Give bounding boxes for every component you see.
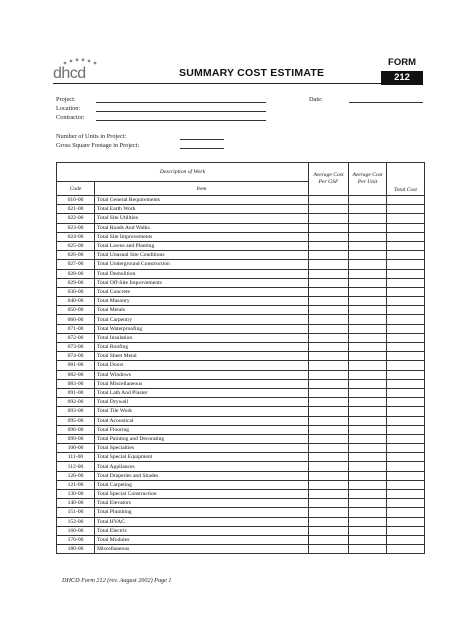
row-code: 082-00 <box>57 370 95 379</box>
table-row <box>57 517 425 526</box>
date-field[interactable] <box>349 102 423 103</box>
table-row <box>57 333 425 342</box>
avg-gsf-cell[interactable] <box>309 251 349 260</box>
gsf-field[interactable] <box>180 148 224 149</box>
row-item: Total Electric <box>95 526 309 535</box>
avg-unit-cell[interactable] <box>349 196 387 205</box>
table-row <box>57 315 425 324</box>
avg-unit-cell[interactable] <box>349 251 387 260</box>
row-item: Total Special Equipment <box>95 453 309 462</box>
location-field[interactable] <box>96 111 266 112</box>
row-code: 096-00 <box>57 425 95 434</box>
avg-gsf-cell[interactable] <box>309 315 349 324</box>
row-item: Total Site Utilities <box>95 214 309 223</box>
table-row <box>57 471 425 480</box>
row-code: 073-00 <box>57 343 95 352</box>
date-label: Date: <box>309 96 323 103</box>
row-code: 081-00 <box>57 361 95 370</box>
cost-table <box>56 162 425 554</box>
total-cost-cell[interactable] <box>387 260 425 269</box>
avg-gsf-cell[interactable] <box>309 490 349 499</box>
code-header: Code <box>57 182 95 196</box>
avg-gsf-header: Average Cost Per GSF <box>309 163 349 196</box>
project-label: Project: <box>56 96 76 103</box>
total-cost-cell[interactable] <box>387 379 425 388</box>
total-cost-cell[interactable] <box>387 333 425 342</box>
avg-unit-cell[interactable] <box>349 388 387 397</box>
total-cost-cell[interactable] <box>387 241 425 250</box>
row-code: 093-00 <box>57 407 95 416</box>
total-cost-cell[interactable] <box>387 453 425 462</box>
avg-unit-cell[interactable] <box>349 416 387 425</box>
avg-gsf-cell[interactable] <box>309 214 349 223</box>
total-cost-cell[interactable] <box>387 434 425 443</box>
avg-unit-cell[interactable] <box>349 517 387 526</box>
row-code: 111-00 <box>57 453 95 462</box>
avg-unit-cell[interactable] <box>349 278 387 287</box>
avg-gsf-cell[interactable] <box>309 333 349 342</box>
table-row <box>57 214 425 223</box>
table-row <box>57 223 425 232</box>
avg-unit-cell[interactable] <box>349 232 387 241</box>
table-row <box>57 499 425 508</box>
avg-gsf-cell[interactable] <box>309 306 349 315</box>
total-cost-cell[interactable] <box>387 545 425 554</box>
row-item: Total Elevators <box>95 499 309 508</box>
avg-gsf-cell[interactable] <box>309 241 349 250</box>
form-label: FORM <box>388 57 416 68</box>
avg-unit-cell[interactable] <box>349 333 387 342</box>
table-row <box>57 232 425 241</box>
row-code: 050-00 <box>57 306 95 315</box>
avg-unit-cell[interactable] <box>349 306 387 315</box>
row-code: 170-00 <box>57 535 95 544</box>
avg-unit-cell[interactable] <box>349 205 387 214</box>
table-row <box>57 508 425 517</box>
row-code: 071-00 <box>57 324 95 333</box>
total-cost-cell[interactable] <box>387 214 425 223</box>
row-code: 026-00 <box>57 251 95 260</box>
avg-unit-cell[interactable] <box>349 490 387 499</box>
avg-gsf-cell[interactable] <box>309 434 349 443</box>
table-row <box>57 453 425 462</box>
total-cost-cell[interactable] <box>387 269 425 278</box>
row-item: Total Lawns and Planting <box>95 241 309 250</box>
total-cost-cell[interactable] <box>387 407 425 416</box>
avg-unit-cell[interactable] <box>349 526 387 535</box>
table-row <box>57 269 425 278</box>
row-item: Total Metals <box>95 306 309 315</box>
row-code: 092-00 <box>57 398 95 407</box>
total-cost-cell[interactable] <box>387 352 425 361</box>
row-code: 099-00 <box>57 434 95 443</box>
description-header: Description of Work <box>57 163 309 182</box>
total-cost-cell[interactable] <box>387 480 425 489</box>
table-row <box>57 407 425 416</box>
total-cost-cell[interactable] <box>387 232 425 241</box>
total-cost-cell[interactable] <box>387 278 425 287</box>
logo-text: dhcd <box>53 65 86 82</box>
table-row <box>57 241 425 250</box>
project-field[interactable] <box>96 102 266 103</box>
avg-gsf-cell[interactable] <box>309 416 349 425</box>
total-cost-cell[interactable] <box>387 324 425 333</box>
total-cost-cell[interactable] <box>387 361 425 370</box>
row-item: Total Concrete <box>95 287 309 296</box>
form-number: 212 <box>381 71 423 85</box>
row-item: Total Insulation <box>95 333 309 342</box>
row-item: Total Painting and Decorating <box>95 434 309 443</box>
avg-unit-cell[interactable] <box>349 223 387 232</box>
avg-unit-cell[interactable] <box>349 214 387 223</box>
row-item: Total HVAC <box>95 517 309 526</box>
avg-gsf-cell[interactable] <box>309 297 349 306</box>
footer-note: DHCD Form 212 (rev. August 2002) Page 1 <box>62 577 172 584</box>
avg-unit-cell[interactable] <box>349 287 387 296</box>
row-code: 040-00 <box>57 297 95 306</box>
table-row <box>57 462 425 471</box>
table-row <box>57 251 425 260</box>
table-row <box>57 416 425 425</box>
avg-gsf-cell[interactable] <box>309 223 349 232</box>
avg-gsf-cell[interactable] <box>309 499 349 508</box>
row-code: 074-00 <box>57 352 95 361</box>
avg-gsf-cell[interactable] <box>309 324 349 333</box>
row-code: 010-00 <box>57 196 95 205</box>
row-item: Total Miscellaneous <box>95 379 309 388</box>
avg-gsf-cell[interactable] <box>309 260 349 269</box>
row-item: Total Specialties <box>95 444 309 453</box>
avg-unit-cell[interactable] <box>349 379 387 388</box>
table-row <box>57 545 425 554</box>
avg-gsf-cell[interactable] <box>309 462 349 471</box>
row-item: Total Doors <box>95 361 309 370</box>
table-row <box>57 287 425 296</box>
table-row <box>57 480 425 489</box>
avg-gsf-cell[interactable] <box>309 370 349 379</box>
avg-unit-cell[interactable] <box>349 297 387 306</box>
avg-gsf-cell[interactable] <box>309 278 349 287</box>
total-cost-cell[interactable] <box>387 490 425 499</box>
avg-unit-cell[interactable] <box>349 471 387 480</box>
total-cost-cell[interactable] <box>387 297 425 306</box>
row-code: 060-00 <box>57 315 95 324</box>
location-label: Location: <box>56 105 81 112</box>
row-item: Total Modules <box>95 535 309 544</box>
avg-unit-cell[interactable] <box>349 444 387 453</box>
avg-gsf-cell[interactable] <box>309 398 349 407</box>
row-item: Total Site Improvements <box>95 232 309 241</box>
avg-gsf-cell[interactable] <box>309 480 349 489</box>
row-code: 091-00 <box>57 388 95 397</box>
row-code: 151-00 <box>57 508 95 517</box>
avg-unit-cell[interactable] <box>349 462 387 471</box>
total-cost-cell[interactable] <box>387 416 425 425</box>
table-row <box>57 370 425 379</box>
total-cost-cell[interactable] <box>387 462 425 471</box>
avg-gsf-cell[interactable] <box>309 343 349 352</box>
row-code: 121-00 <box>57 480 95 489</box>
page-title: SUMMARY COST ESTIMATE <box>179 67 325 79</box>
avg-unit-cell[interactable] <box>349 398 387 407</box>
table-row <box>57 388 425 397</box>
avg-unit-cell[interactable] <box>349 324 387 333</box>
row-code: 072-00 <box>57 333 95 342</box>
row-code: 112-00 <box>57 462 95 471</box>
table-row <box>57 343 425 352</box>
row-code: 160-00 <box>57 526 95 535</box>
row-item: Total Demolition <box>95 269 309 278</box>
row-code: 029-00 <box>57 278 95 287</box>
table-row <box>57 535 425 544</box>
row-code: 028-00 <box>57 269 95 278</box>
avg-gsf-cell[interactable] <box>309 388 349 397</box>
table-row <box>57 444 425 453</box>
avg-gsf-cell[interactable] <box>309 287 349 296</box>
total-cost-cell[interactable] <box>387 315 425 324</box>
avg-gsf-cell[interactable] <box>309 545 349 554</box>
avg-gsf-cell[interactable] <box>309 471 349 480</box>
header-rule <box>53 83 423 84</box>
total-cost-cell[interactable] <box>387 251 425 260</box>
total-cost-cell[interactable] <box>387 205 425 214</box>
row-code: 095-00 <box>57 416 95 425</box>
total-cost-cell[interactable] <box>387 306 425 315</box>
row-code: 130-00 <box>57 490 95 499</box>
form-number-box <box>381 56 423 85</box>
avg-gsf-cell[interactable] <box>309 379 349 388</box>
contractor-field[interactable] <box>96 120 266 121</box>
avg-unit-cell[interactable] <box>349 545 387 554</box>
row-item: Total Windows <box>95 370 309 379</box>
avg-unit-cell[interactable] <box>349 508 387 517</box>
table-row <box>57 196 425 205</box>
contractor-label: Contractor: <box>56 114 85 121</box>
row-item: Total Drywall <box>95 398 309 407</box>
avg-unit-cell[interactable] <box>349 269 387 278</box>
avg-unit-cell[interactable] <box>349 352 387 361</box>
total-cost-cell[interactable] <box>387 508 425 517</box>
avg-unit-cell[interactable] <box>349 499 387 508</box>
row-item: Total Off-Site Improvements <box>95 278 309 287</box>
total-cost-cell[interactable] <box>387 517 425 526</box>
avg-unit-cell[interactable] <box>349 434 387 443</box>
table-row <box>57 434 425 443</box>
avg-gsf-cell[interactable] <box>309 352 349 361</box>
table-row <box>57 297 425 306</box>
table-row <box>57 398 425 407</box>
avg-unit-cell[interactable] <box>349 361 387 370</box>
row-item: Total Unusual Site Conditions <box>95 251 309 260</box>
total-cost-cell[interactable] <box>387 287 425 296</box>
total-cost-cell[interactable] <box>387 370 425 379</box>
total-cost-cell[interactable] <box>387 444 425 453</box>
avg-gsf-cell[interactable] <box>309 508 349 517</box>
row-code: 152-00 <box>57 517 95 526</box>
row-item: Total Acoustical <box>95 416 309 425</box>
avg-gsf-cell[interactable] <box>309 517 349 526</box>
row-item: Total Plumbing <box>95 508 309 517</box>
table-row <box>57 324 425 333</box>
avg-gsf-cell[interactable] <box>309 425 349 434</box>
row-item: Total Earth Work <box>95 205 309 214</box>
total-cost-cell[interactable] <box>387 196 425 205</box>
table-row <box>57 352 425 361</box>
total-cost-cell[interactable] <box>387 535 425 544</box>
row-item: Total Roofing <box>95 343 309 352</box>
gsf-label: Gross Square Footage in Project: <box>56 142 140 149</box>
row-item: Total Roads And Walks <box>95 223 309 232</box>
row-item: Total Carpeting <box>95 480 309 489</box>
total-cost-cell[interactable] <box>387 343 425 352</box>
avg-gsf-cell[interactable] <box>309 407 349 416</box>
avg-gsf-cell[interactable] <box>309 453 349 462</box>
total-cost-cell[interactable] <box>387 398 425 407</box>
row-code: 025-00 <box>57 241 95 250</box>
row-code: 023-00 <box>57 223 95 232</box>
avg-gsf-cell[interactable] <box>309 196 349 205</box>
row-item: Total Carpentry <box>95 315 309 324</box>
row-item: Total Masonry <box>95 297 309 306</box>
row-code: 083-00 <box>57 379 95 388</box>
avg-unit-cell[interactable] <box>349 260 387 269</box>
row-code: 024-00 <box>57 232 95 241</box>
table-row <box>57 526 425 535</box>
avg-unit-cell[interactable] <box>349 407 387 416</box>
row-item: Total Tile Work <box>95 407 309 416</box>
avg-unit-cell[interactable] <box>349 315 387 324</box>
avg-gsf-cell[interactable] <box>309 526 349 535</box>
avg-unit-cell[interactable] <box>349 343 387 352</box>
row-item: Total Special Construction <box>95 490 309 499</box>
avg-unit-cell[interactable] <box>349 241 387 250</box>
row-item: Total Lath And Plaster <box>95 388 309 397</box>
total-cost-cell[interactable] <box>387 499 425 508</box>
row-code: 140-00 <box>57 499 95 508</box>
avg-gsf-cell[interactable] <box>309 269 349 278</box>
avg-unit-cell[interactable] <box>349 453 387 462</box>
total-cost-cell[interactable] <box>387 471 425 480</box>
avg-gsf-cell[interactable] <box>309 205 349 214</box>
row-code: 021-00 <box>57 205 95 214</box>
total-header: Total Cost <box>387 163 425 196</box>
table-row <box>57 205 425 214</box>
table-row <box>57 379 425 388</box>
row-item: Total Draperies and Shades <box>95 471 309 480</box>
avg-gsf-cell[interactable] <box>309 232 349 241</box>
units-field[interactable] <box>180 139 224 140</box>
avg-gsf-cell[interactable] <box>309 535 349 544</box>
dhcd-logo <box>53 58 109 84</box>
row-code: 027-00 <box>57 260 95 269</box>
row-code: 180-00 <box>57 545 95 554</box>
table-row <box>57 260 425 269</box>
row-item: Total Waterproofing <box>95 324 309 333</box>
table-row <box>57 490 425 499</box>
table-row <box>57 278 425 287</box>
row-code: 022-00 <box>57 214 95 223</box>
row-code: 100-00 <box>57 444 95 453</box>
item-header: Item <box>95 182 309 196</box>
avg-unit-cell[interactable] <box>349 425 387 434</box>
avg-gsf-cell[interactable] <box>309 361 349 370</box>
avg-gsf-cell[interactable] <box>309 444 349 453</box>
row-item: Miscellaneous <box>95 545 309 554</box>
row-item: Total Sheet Metal <box>95 352 309 361</box>
table-row <box>57 306 425 315</box>
table-row <box>57 361 425 370</box>
row-item: Total Underground Construction <box>95 260 309 269</box>
total-cost-cell[interactable] <box>387 388 425 397</box>
units-label: Number of Units in Project: <box>56 133 127 140</box>
row-code: 120-00 <box>57 471 95 480</box>
row-item: Total Flooring <box>95 425 309 434</box>
avg-unit-header: Average Cost Per Unit <box>349 163 387 196</box>
row-code: 030-00 <box>57 287 95 296</box>
avg-unit-cell[interactable] <box>349 370 387 379</box>
row-item: Total Appliances <box>95 462 309 471</box>
total-cost-cell[interactable] <box>387 223 425 232</box>
total-cost-cell[interactable] <box>387 526 425 535</box>
total-cost-cell[interactable] <box>387 425 425 434</box>
avg-unit-cell[interactable] <box>349 480 387 489</box>
avg-unit-cell[interactable] <box>349 535 387 544</box>
table-row <box>57 425 425 434</box>
row-item: Total General Requirements <box>95 196 309 205</box>
